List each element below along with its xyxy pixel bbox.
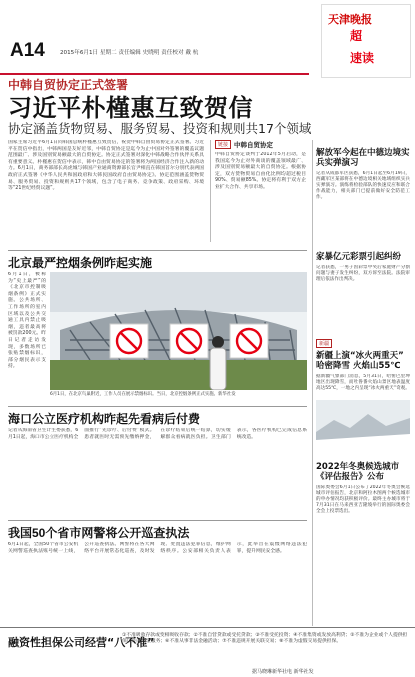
photo-caption: 6月1日，在北京鸟巢附近，工作人员在展示禁烟标识。当日，北京控烟条例正式实施。新华社发 [50,392,236,397]
side-photo [316,400,410,456]
link-box-body: 中韩自贸协定谈判于2012年5月启动，是我国迄今为止对外商谈的覆盖领域最广、涉及国别贸易额最大的自贸协定。根据协定，双方货物贸易自由化比例均超过税目90%、贸易额85%。协定将有利于双方企业扩大合作、共享市场。 [215,152,306,190]
footer-rule [0,627,415,628]
footer-credit: 据马晓琳新华社电 新华社发 [252,669,314,675]
no-smoking-sign-1 [110,324,148,358]
police-body: 6月1日起，全国50个省市公安机关网警巡查执法账号统一上线，公开巡查执法。网警将在各大网络平台开展常态化巡查，及时发现、处置违法犯罪信息，维护网络秩序。公安部相关负责人表示，此举旨在震慑网络违法犯罪，提升网民安全感。 [8,542,307,554]
smoke-title: 北京最严控烟条例昨起实施 [8,256,153,270]
edition-meta: 2015年6月1日 星期二 责任编辑 史晓明 责任校对 戴 杭 [60,50,199,56]
link-box-title: 中韩自贸协定 [234,141,274,149]
side-item-3-tag: 新疆 [316,339,332,348]
side-item-4 [316,462,410,565]
side-item-1 [316,148,410,241]
page-number: A14 [10,40,45,61]
divider [8,520,307,521]
hospital-body: 记者从海南省卫生计生委获悉，6月1日起，海口市公立医疗机构全面推行“先诊疗、后付费”模式。患者就医时无需预先缴纳押金，在诊疗结束后统一结算，切实缓解群众看病就医负担。卫生部门表示，各医疗机构已完成信息系统改造。 [8,428,307,440]
link-tag: 链接 [215,140,231,149]
newspaper-logo-text: 天津晚报 [328,13,372,26]
side-item-2-body: 记者获悉，一男子因彩票中奖后家庭财产分割问题与妻子发生纠纷，双方诉至法院。法院审理后依法作出判决。 [316,265,410,282]
side-item-1-body: 记者从成都军区获悉，6月1日起至6月19日，西藏军区某部将在中德边境相关地域组织实兵实弹演习。演练将检验部队的快速反应和联合作战能力，相关部门已提前做好安全防范工作。 [316,171,410,200]
divider [8,250,307,251]
lead-headline: 习近平朴槿惠互致贺信 [8,95,253,122]
police-title: 我国50个省市网警将公开巡查执法 [8,526,190,540]
smoke-body: 6月1日，被称为“史上最严”的《北京市控制吸烟条例》正式实施。公共场所、工作场所的室内区域以及公共交通工具内禁止吸烟，违者最高将被罚款200元。昨日记者走访发现，多数场所已张贴禁烟标识，部分烟民表示支持。 [8,272,46,370]
side-item-3-body: 据新疆气象部门消息，5月31日，哈密巴里坤地区出现降雪，而吐鲁番火焰山景区地表温度高达55℃，一地之内呈现“冰火两重天”奇观。 [316,374,410,391]
footer-title: 融资性担保公司经营“八不准” [8,636,155,649]
header-rule [0,73,309,75]
side-item-3-title: 新疆上演“冰火两重天” 哈密降雪 火焰山55℃ [316,351,404,371]
person-figure [210,336,226,390]
side-item-4-body: 国际奥委会6月1日公布了2022年冬奥会候选城市评估报告，北京和阿拉木图两个候选城市的申办情况均获积极评价。最终主办城市将于7月31日在马来西亚吉隆坡举行的国际奥委会全会上投票选出。 [316,485,410,514]
side-item-4-title: 2022年冬奥候选城市《评估报告》公布 [316,462,400,482]
side-item-2-title: 家暴亿元彩票引起纠纷 [316,252,402,262]
stadium-photo [50,272,307,390]
section-title-line2: 速读 [350,51,375,65]
hospital-title: 海口公立医疗机构昨起先看病后付费 [8,412,201,426]
column-rule [312,140,313,626]
no-smoking-sign-2 [170,324,208,358]
side-item-2 [316,252,410,301]
side-item-3 [316,330,410,400]
section-logo [321,4,411,78]
lead-body: 国家主席习近平6月1日同韩国总统朴槿惠互致贺信，祝贺中韩自由贸易协定正式签署。习近平在贺信中指出，中韩两国是友好近邻，中韩自贸协定是迄今为止中国对外签署的覆盖议题范围最广、涉及国别贸易额最大的自贸协定。协定正式签署对深化中韩战略合作伙伴关系具有重要意义。朴槿惠在贺信中表示，韩中自由贸易协定的签署将为两国经济合作注入新的动力。6月1日，商务部部长高虎城与韩国产业通商资源部长官尹相直在韩国首尔分别代表两国政府正式签署《中华人民共和国政府和大韩民国政府自由贸易协定》。协定范围涵盖货物贸易、服务贸易、投资和规则共17个领域，包含了电子商务、竞争政策、政府采购、环境等“21世纪经贸议题”。 [8,140,204,192]
no-smoking-sign-3 [230,324,268,358]
footer-text: ①不准吸收存款或变相吸收存款；②不准自营贷款或受托贷款；③不准受托投资；④不准集资或发放高利贷；⑤不准为企业或个人提供担保以外的资金服务；⑥不准从事非法金融活动；⑦不准违规开展关联交易；⑧不准为虚假交易提供担保。 [122,633,408,645]
side-item-1-title: 解放军今起在中德边境实兵实弹演习 [316,148,410,168]
divider [8,406,307,407]
link-box [210,140,306,242]
lead-kicker: 中韩自贸协定正式签署 [8,78,129,92]
lead-subhead: 协定涵盖货物贸易、服务贸易、投资和规则共17个领域 [8,121,312,136]
section-title-line1: 超 [350,29,363,43]
